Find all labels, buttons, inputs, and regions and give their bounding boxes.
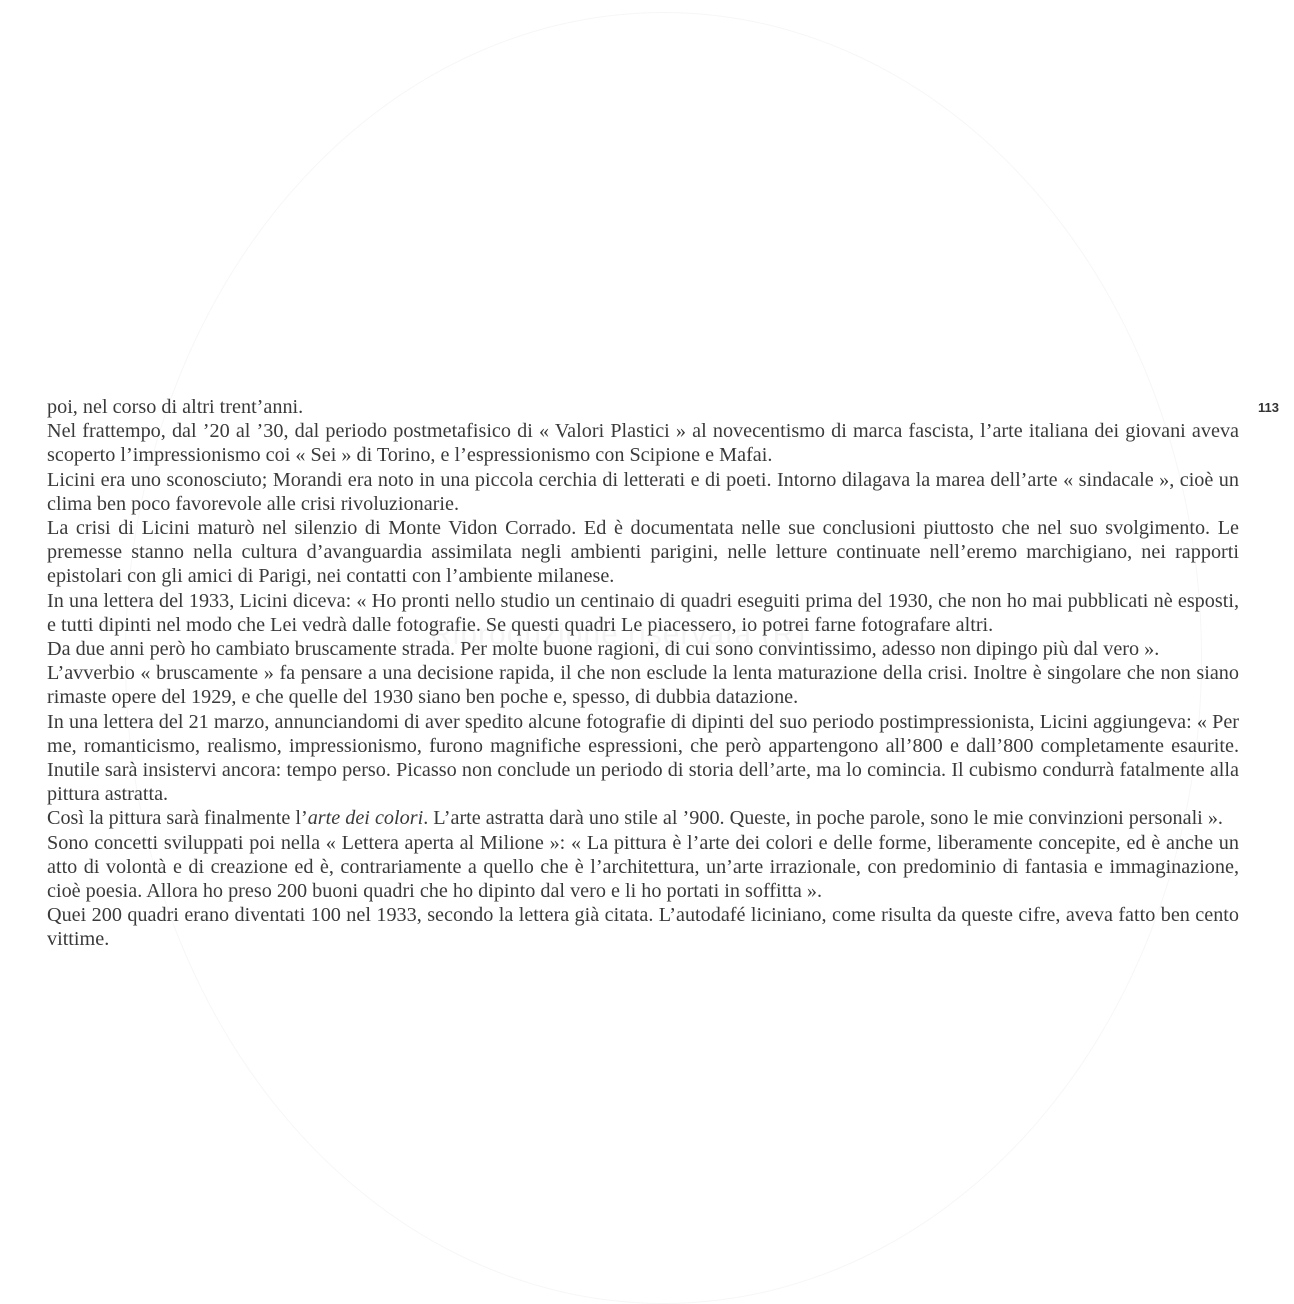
- paragraph: Sono concetti sviluppati poi nella « Lettera aperta al Milione »: « La pittura è l’arte dei colori e delle forme, liberamente concepite, ed è anche un atto di volontà e di creazione ed è, contrariamente a quello che è l’architettura, un’arte irrazionale, con predominio di fantasia e immaginazione, cioè poesia. Allora ho preso 200 buoni quadri che ho dipinto dal vero e li ho portati in soffitta ».: [47, 831, 1239, 903]
- paragraph: poi, nel corso di altri trent’anni.: [47, 396, 304, 418]
- paragraph: Così la pittura sarà finalmente l’arte dei colori. L’arte astratta darà uno stile al ’900. Queste, in poche parole, sono le mie convinzioni personali ».: [47, 807, 1223, 830]
- paragraph: La crisi di Licini maturò nel silenzio di Monte Vidon Corrado. Ed è documentata nelle sue conclusioni piuttosto che nel suo svolgimento. Le premesse stanno nella cultura d’avanguardia assimilata negli ambienti parigini, nelle letture continuate nell’eremo marchigiano, nei rapporti epistolari con gli amici di Parigi, nei contatti con l’ambiente milanese.: [47, 517, 1239, 588]
- paragraph: Quei 200 quadri erano diventati 100 nel 1933, secondo la lettera già citata. L’autodafé liciniano, come risulta da queste cifre, aveva fatto ben cento vittime.: [47, 904, 1239, 951]
- paragraph: Licini era uno sconosciuto; Morandi era noto in una piccola cerchia di letterati e di poeti. Intorno dilagava la marea dell’arte « sindacale », cioè un clima ben poco favorevole alle crisi rivoluzionarie.: [47, 468, 1239, 515]
- paragraph: L’avverbio « bruscamente » fa pensare a una decisione rapida, il che non esclude la lenta maturazione della crisi. Inoltre è singolare che non siano rimaste opere del 1929, e che quelle del 1930 siano ben poche e, spesso, di dubbia datazione.: [47, 662, 1239, 709]
- italic-phrase: arte dei colori: [307, 807, 424, 830]
- paragraph: Da due anni però ho cambiato bruscamente strada. Per molte buone ragioni, di cui sono convintissimo, adesso non dipingo più dal vero ».: [47, 638, 1160, 661]
- paragraph: In una lettera del 1933, Licini diceva: « Ho pronti nello studio un centinaio di quadri eseguiti prima del 1930, che non ho mai pubblicati nè esposti, e tutti dipinti nel modo che Lei vedrà dalle fotografie. Se questi quadri Le piacessero, io potrei farne fotografare altri.: [47, 589, 1239, 636]
- paragraph: Nel frattempo, dal ’20 al ’30, dal periodo postmetafisico di « Valori Plastici » al novecentismo di marca fascista, l’arte italiana dei giovani aveva scoperto l’impressionismo coi « Sei » di Torino, e l’espressionismo con Scipione e Mafai.: [47, 420, 1239, 467]
- body-text: [47, 395, 1239, 952]
- page-number: 113: [1258, 400, 1279, 415]
- paragraph: In una lettera del 21 marzo, annunciandomi di aver spedito alcune fotografie di dipinti del suo periodo postimpressionista, Licini aggiungeva: « Per me, romanticismo, realismo, impressionismo, furono magnifiche espressioni, che però appartengono all’800 e dall’800 completamente esaurite. Inutile sarà insistervi ancora: tempo perso. Picasso non conclude un periodo di storia dell’arte, ma lo comincia. Il cubismo condurrà fatalmente alla pittura astratta.: [47, 710, 1239, 806]
